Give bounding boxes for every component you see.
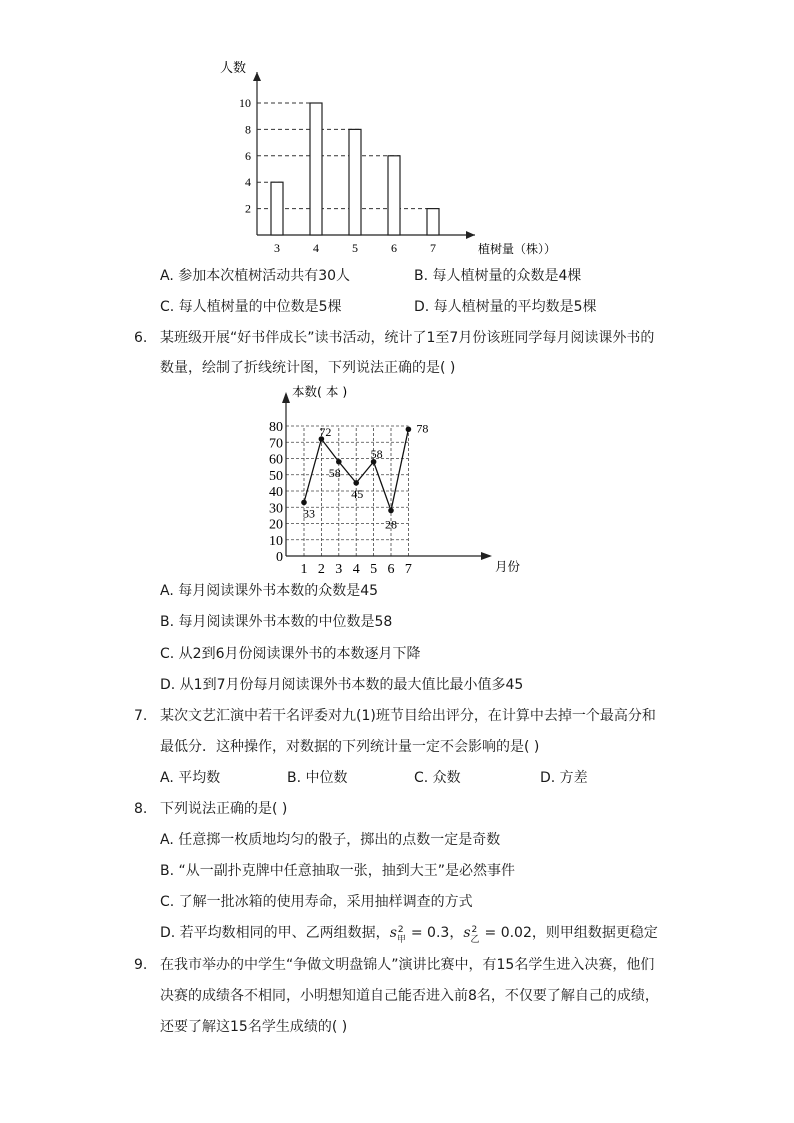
q5-option-b: B. 每人植树量的众数是4棵 [414, 268, 582, 284]
q9-number: 9. [134, 957, 148, 973]
q7-number: 7. [134, 708, 148, 724]
x-tick-label: 6 [387, 562, 395, 577]
q6-text-line2: 数量，绘制了折线统计图，下列说法正确的是( ) [160, 360, 456, 376]
q6-text-line1: 某班级开展“好书伴成长”读书活动，统计了1至7月份该班同学每月阅读课外书的 [160, 330, 655, 346]
x-tick-label: 5 [352, 241, 358, 255]
y-tick-label: 30 [269, 501, 283, 517]
q5-option-d: D. 每人植树量的平均数是5棵 [414, 299, 597, 315]
q5-option-a: A. 参加本次植树活动共有30人 [160, 268, 351, 284]
data-label: 58 [328, 465, 341, 480]
bar [349, 129, 361, 235]
y-tick-label: 80 [269, 420, 283, 435]
y-tick-label: 20 [269, 517, 283, 533]
q6-option-d: D. 从1到7月份每月阅读课外书本数的最大值比最小值多45 [160, 677, 524, 693]
x-tick-label: 2 [317, 562, 325, 577]
q8-option-a: A. 任意掷一枚质地均匀的骰子，掷出的点数一定是奇数 [160, 832, 501, 848]
q7-text-line1: 某次文艺汇演中若干名评委对九(1)班节目给出评分，在计算中去掉一个最高分和 [160, 708, 656, 724]
data-point [388, 508, 394, 514]
y-tick-label: 40 [269, 485, 283, 500]
subscript: 甲 [396, 935, 406, 945]
x-tick-label: 4 [352, 562, 360, 577]
q8-option-d-eq1: = 0.3， [410, 925, 464, 941]
q8-number: 8. [134, 801, 148, 817]
x-axis-label: 月份 [495, 559, 521, 574]
variance-symbol: s [463, 925, 471, 941]
y-tick-label: 8 [245, 122, 251, 137]
x-axis-label: 植树量（株）） [478, 242, 557, 256]
y-axis-arrow [282, 392, 290, 403]
data-label: 28 [385, 517, 397, 532]
q8-option-d [160, 923, 658, 943]
superscript: 2 [471, 925, 478, 935]
bar [388, 156, 400, 235]
q6-option-b: B. 每月阅读课外书本数的中位数是58 [160, 614, 393, 630]
variance-symbol: s [389, 925, 397, 941]
q8-option-d-eq2: = 0.02，则甲组数据更稳定 [484, 925, 658, 941]
y-tick-label: 60 [269, 452, 283, 468]
data-point [353, 480, 359, 486]
q7-option-d: D. 方差 [540, 770, 588, 786]
x-tick-label: 3 [335, 562, 343, 577]
y-axis-label: 本数( 本 ) [292, 384, 348, 399]
q9-text-line3: 还要了解这15名学生成绩的( ) [160, 1019, 348, 1035]
y-axis-arrow [253, 72, 261, 81]
q9-text-line1: 在我市举办的中学生“争做文明盘锦人”演讲比赛中，有15名学生进入决赛，他们 [160, 957, 655, 973]
data-label: 58 [370, 446, 383, 461]
data-point [406, 426, 412, 432]
bar-chart-tree-planting [0, 0, 794, 270]
y-tick-label: 2 [245, 201, 251, 216]
q6-option-c: C. 从2到6月份阅读课外书的本数逐月下降 [160, 646, 421, 662]
x-tick-label: 4 [313, 241, 319, 255]
q7-text-line2: 最低分．这种操作，对数据的下列统计量一定不会影响的是( ) [160, 739, 540, 755]
x-tick-label: 3 [274, 241, 280, 255]
q5-option-c: C. 每人植树量的中位数是5棵 [160, 299, 342, 315]
data-point [301, 500, 307, 506]
data-label: 33 [303, 506, 315, 521]
q6-option-a: A. 每月阅读课外书本数的众数是45 [160, 583, 379, 599]
x-tick-label: 7 [404, 562, 412, 577]
subscript: 乙 [470, 935, 480, 945]
x-tick-label: 7 [430, 241, 436, 255]
q7-option-c: C. 众数 [414, 770, 461, 786]
data-label: 72 [319, 425, 332, 439]
x-axis-arrow [466, 231, 475, 239]
q7-option-a: A. 平均数 [160, 770, 221, 786]
bar [427, 209, 439, 235]
x-axis-arrow [481, 552, 492, 560]
q7-option-b: B. 中位数 [287, 770, 348, 786]
bar [271, 182, 283, 235]
x-tick-label: 6 [391, 241, 397, 255]
y-tick-label: 6 [245, 148, 251, 163]
q8-option-c: C. 了解一批冰箱的使用寿命，采用抽样调查的方式 [160, 894, 473, 910]
x-tick-label: 5 [370, 562, 378, 577]
y-tick-label: 70 [269, 436, 283, 452]
superscript: 2 [397, 925, 404, 935]
data-point [336, 459, 342, 465]
y-tick-label: 0 [276, 550, 283, 565]
y-tick-label: 10 [239, 96, 251, 110]
x-tick-label: 1 [300, 562, 308, 577]
y-tick-label: 4 [245, 175, 251, 190]
bar [310, 103, 322, 235]
q6-number: 6. [134, 330, 148, 346]
data-label: 78 [416, 421, 429, 436]
q8-option-d-prefix: D. 若平均数相同的甲、乙两组数据， [160, 925, 390, 941]
line-chart-reading [0, 380, 794, 580]
y-tick-label: 10 [269, 533, 283, 549]
q9-text-line2: 决赛的成绩各不相同，小明想知道自己能否进入前8名，不仅要了解自己的成绩， [160, 988, 659, 1004]
q8-text: 下列说法正确的是( ) [160, 801, 288, 817]
data-label: 45 [351, 486, 364, 501]
y-axis-label: 人数 [220, 61, 247, 76]
y-tick-label: 50 [269, 468, 283, 484]
q8-option-b: B. “从一副扑克牌中任意抽取一张，抽到大王”是必然事件 [160, 863, 516, 879]
